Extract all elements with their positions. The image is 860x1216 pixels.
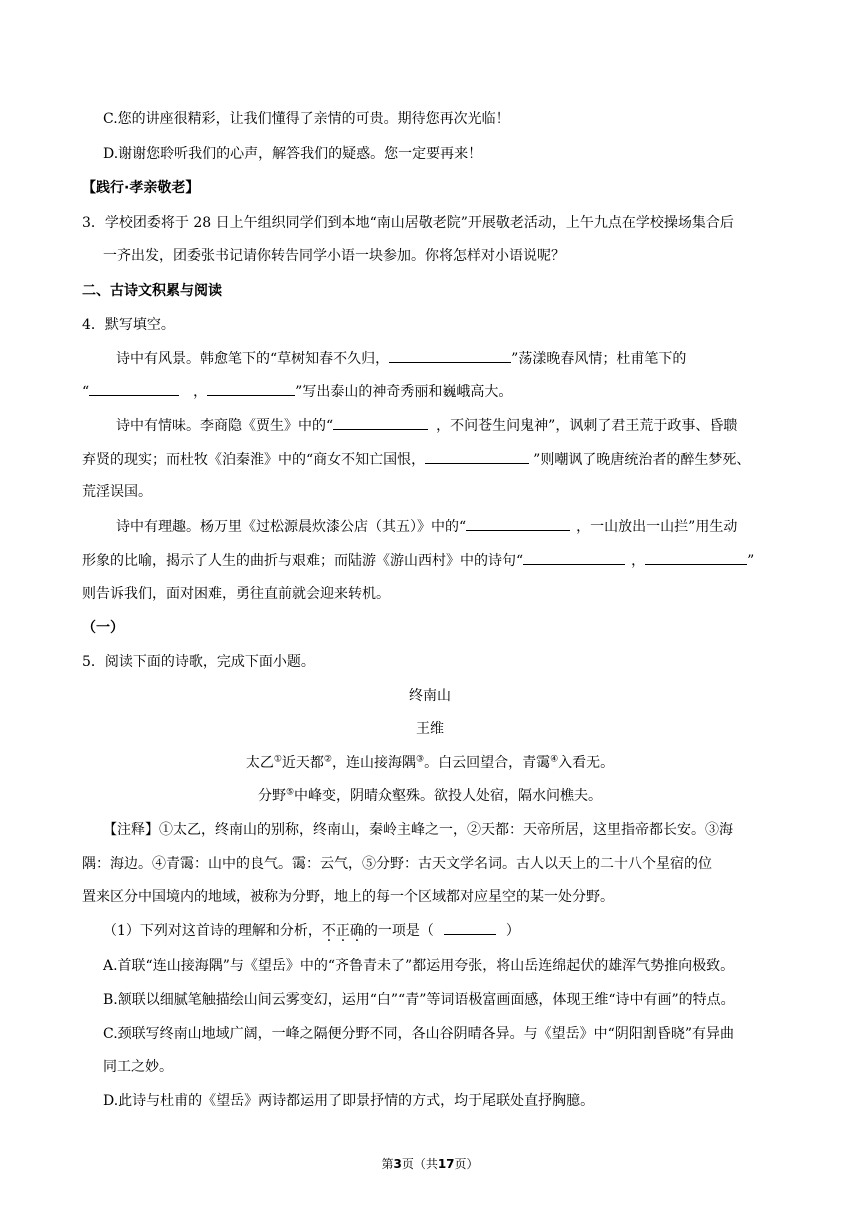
total-pages: 17 xyxy=(437,1157,455,1171)
poem-author: 王维 xyxy=(416,721,444,737)
q4-paragraph1-line1 xyxy=(116,348,686,369)
q4-paragraph2-line2 xyxy=(82,449,750,470)
page-footer xyxy=(0,1154,860,1174)
q4-text: ”荡漾晚春风情；杜甫笔下的 xyxy=(511,351,687,367)
answer-blank xyxy=(523,550,625,565)
note-marker: ⑤ xyxy=(285,787,295,798)
poem-text: 分野 xyxy=(257,788,286,804)
poem-text: ，连山接海隅 xyxy=(332,755,416,771)
sub-question-text: ） xyxy=(505,923,520,939)
q4-paragraph3-line1 xyxy=(116,516,737,537)
option-c-line2: 同工之妙。 xyxy=(103,1059,173,1075)
q4-text: 诗中有风景。韩愈笔下的“草树知春不久归， xyxy=(116,351,390,367)
note-marker: ④ xyxy=(550,754,559,765)
answer-blank xyxy=(444,920,496,935)
emphasis-char: 确 xyxy=(349,923,364,939)
q4-text: 诗中有理趣。杨万里《过松源晨炊漆公店（其五）》中的“ xyxy=(116,519,467,535)
q4-paragraph3-line2 xyxy=(82,550,754,571)
q4-text: 形象的比喻，揭示了人生的曲折与艰难；而陆游《游山西村》中的诗句“ xyxy=(82,553,524,569)
answer-blank xyxy=(207,381,295,396)
section-heading-ancient-poetry: 二、古诗文积累与阅读 xyxy=(82,283,222,299)
emphasis-char: 正 xyxy=(335,923,350,939)
poem-line-2 xyxy=(0,786,860,806)
answer-blank xyxy=(89,381,179,396)
q4-text: “ xyxy=(82,384,90,400)
poem-title: 终南山 xyxy=(409,688,451,704)
question-4-title: 4．默写填空。 xyxy=(82,317,175,333)
q4-text: ” xyxy=(747,553,755,569)
q4-text: ”则嘲讽了晚唐统治者的醉生梦死、 xyxy=(533,452,751,468)
sub-question-1 xyxy=(103,920,520,941)
annotation-line1: 【注释】①太乙，终南山的别称，终南山，秦岭主峰之一，②天都：天帝所居，这里指帝都长安。③海 xyxy=(103,822,733,838)
q4-text: ，不问苍生问鬼神”，讽刺了君王荒于政事、昏聩 xyxy=(436,418,738,434)
option-c-line1: C.颈联写终南山地域广阔，一峰之隔便分野不同，各山谷阴晴各异。与《望岳》中“阴阳割昏晓”有异曲 xyxy=(103,1026,734,1042)
answer-blank xyxy=(333,415,428,430)
q4-paragraph1-line2 xyxy=(82,381,512,402)
poem-text: 近天都 xyxy=(281,755,324,771)
option-d-q2: D.谢谢您聆听我们的心声，解答我们的疑惑。您一定要再来！ xyxy=(103,146,483,162)
q4-text: 弃贤的现实；而杜牧《泊秦淮》中的“商女不知亡国恨， xyxy=(82,452,426,468)
note-marker: ③ xyxy=(416,754,425,765)
answer-blank xyxy=(425,449,529,464)
annotation-line2: 隅：海边。④青霭：山中的良气。霭：云气，⑤分野：古天文学名词。古人以天上的二十八个星宿的位 xyxy=(82,856,712,872)
sub-question-text: 的一项是（ xyxy=(363,923,434,939)
note-marker: ① xyxy=(273,754,282,765)
sub-question-text: （1）下列对这首诗的理解和分析， xyxy=(103,923,322,939)
footer-text: 页（共 xyxy=(401,1157,438,1171)
part-label: （一） xyxy=(82,620,124,636)
emphasis-char: 不 xyxy=(321,923,336,939)
page-number: 3 xyxy=(393,1157,402,1171)
poem-text: 中峰变，阴晴众壑殊。欲投人处宿，隔水问樵夫。 xyxy=(294,788,603,804)
section-heading-practice: 【践行·孝亲敬老】 xyxy=(82,180,200,196)
footer-text: 第 xyxy=(381,1157,394,1171)
q4-text: ”写出泰山的神奇秀丽和巍峨高大。 xyxy=(295,384,513,400)
footer-text: 页） xyxy=(454,1157,479,1171)
question-3-line2: 一齐出发，团委张书记请你转告同学小语一块参加。你将怎样对小语说呢？ xyxy=(103,248,565,264)
q4-text: ， xyxy=(193,384,208,400)
q4-paragraph3-line3: 则告诉我们，面对困难，勇往直前就会迎来转机。 xyxy=(82,586,390,602)
option-d: D.此诗与杜甫的《望岳》两诗都运用了即景抒情的方式，均于尾联处直抒胸臆。 xyxy=(103,1093,595,1109)
q4-text: 诗中有情味。李商隐《贾生》中的“ xyxy=(116,418,334,434)
question-3-line1: 3．学校团委将于 28 日上午组织同学们到本地“南山居敬老院”开展敬老活动，上午九点在学校操场集合后 xyxy=(82,215,734,231)
q4-paragraph2-line3: 荒淫误国。 xyxy=(82,484,152,500)
q4-text: ，一山放出一山拦”用生动 xyxy=(576,519,738,535)
poem-text: 。白云回望合，青霭 xyxy=(424,755,551,771)
poem-text: 入看无。 xyxy=(558,755,615,771)
answer-blank xyxy=(645,550,747,565)
option-a: A.首联“连山接海隅”与《望岳》中的“齐鲁青未了”都运用夸张，将山岳连绵起伏的雄浑气势推向极致。 xyxy=(103,958,735,974)
option-c-q2: C.您的讲座很精彩，让我们懂得了亲情的可贵。期待您再次光临！ xyxy=(103,111,510,127)
q4-text: ， xyxy=(631,553,646,569)
q4-paragraph2-line1 xyxy=(116,415,737,436)
poem-line-1 xyxy=(0,753,860,773)
annotation-line3: 置来区分中国境内的地域，被称为分野，地上的每一个区域都对应星空的某一处分野。 xyxy=(82,889,614,905)
question-5-title: 5．阅读下面的诗歌，完成下面小题。 xyxy=(82,654,315,670)
answer-blank xyxy=(466,516,570,531)
answer-blank xyxy=(389,348,511,363)
note-marker: ② xyxy=(323,754,332,765)
option-b: B.颔联以细腻笔触描绘山间云雾变幻，运用“白”“青”等词语极富画面感，体现王维“诗中有画”的特点。 xyxy=(103,992,735,1008)
poem-text: 太乙 xyxy=(245,755,274,771)
